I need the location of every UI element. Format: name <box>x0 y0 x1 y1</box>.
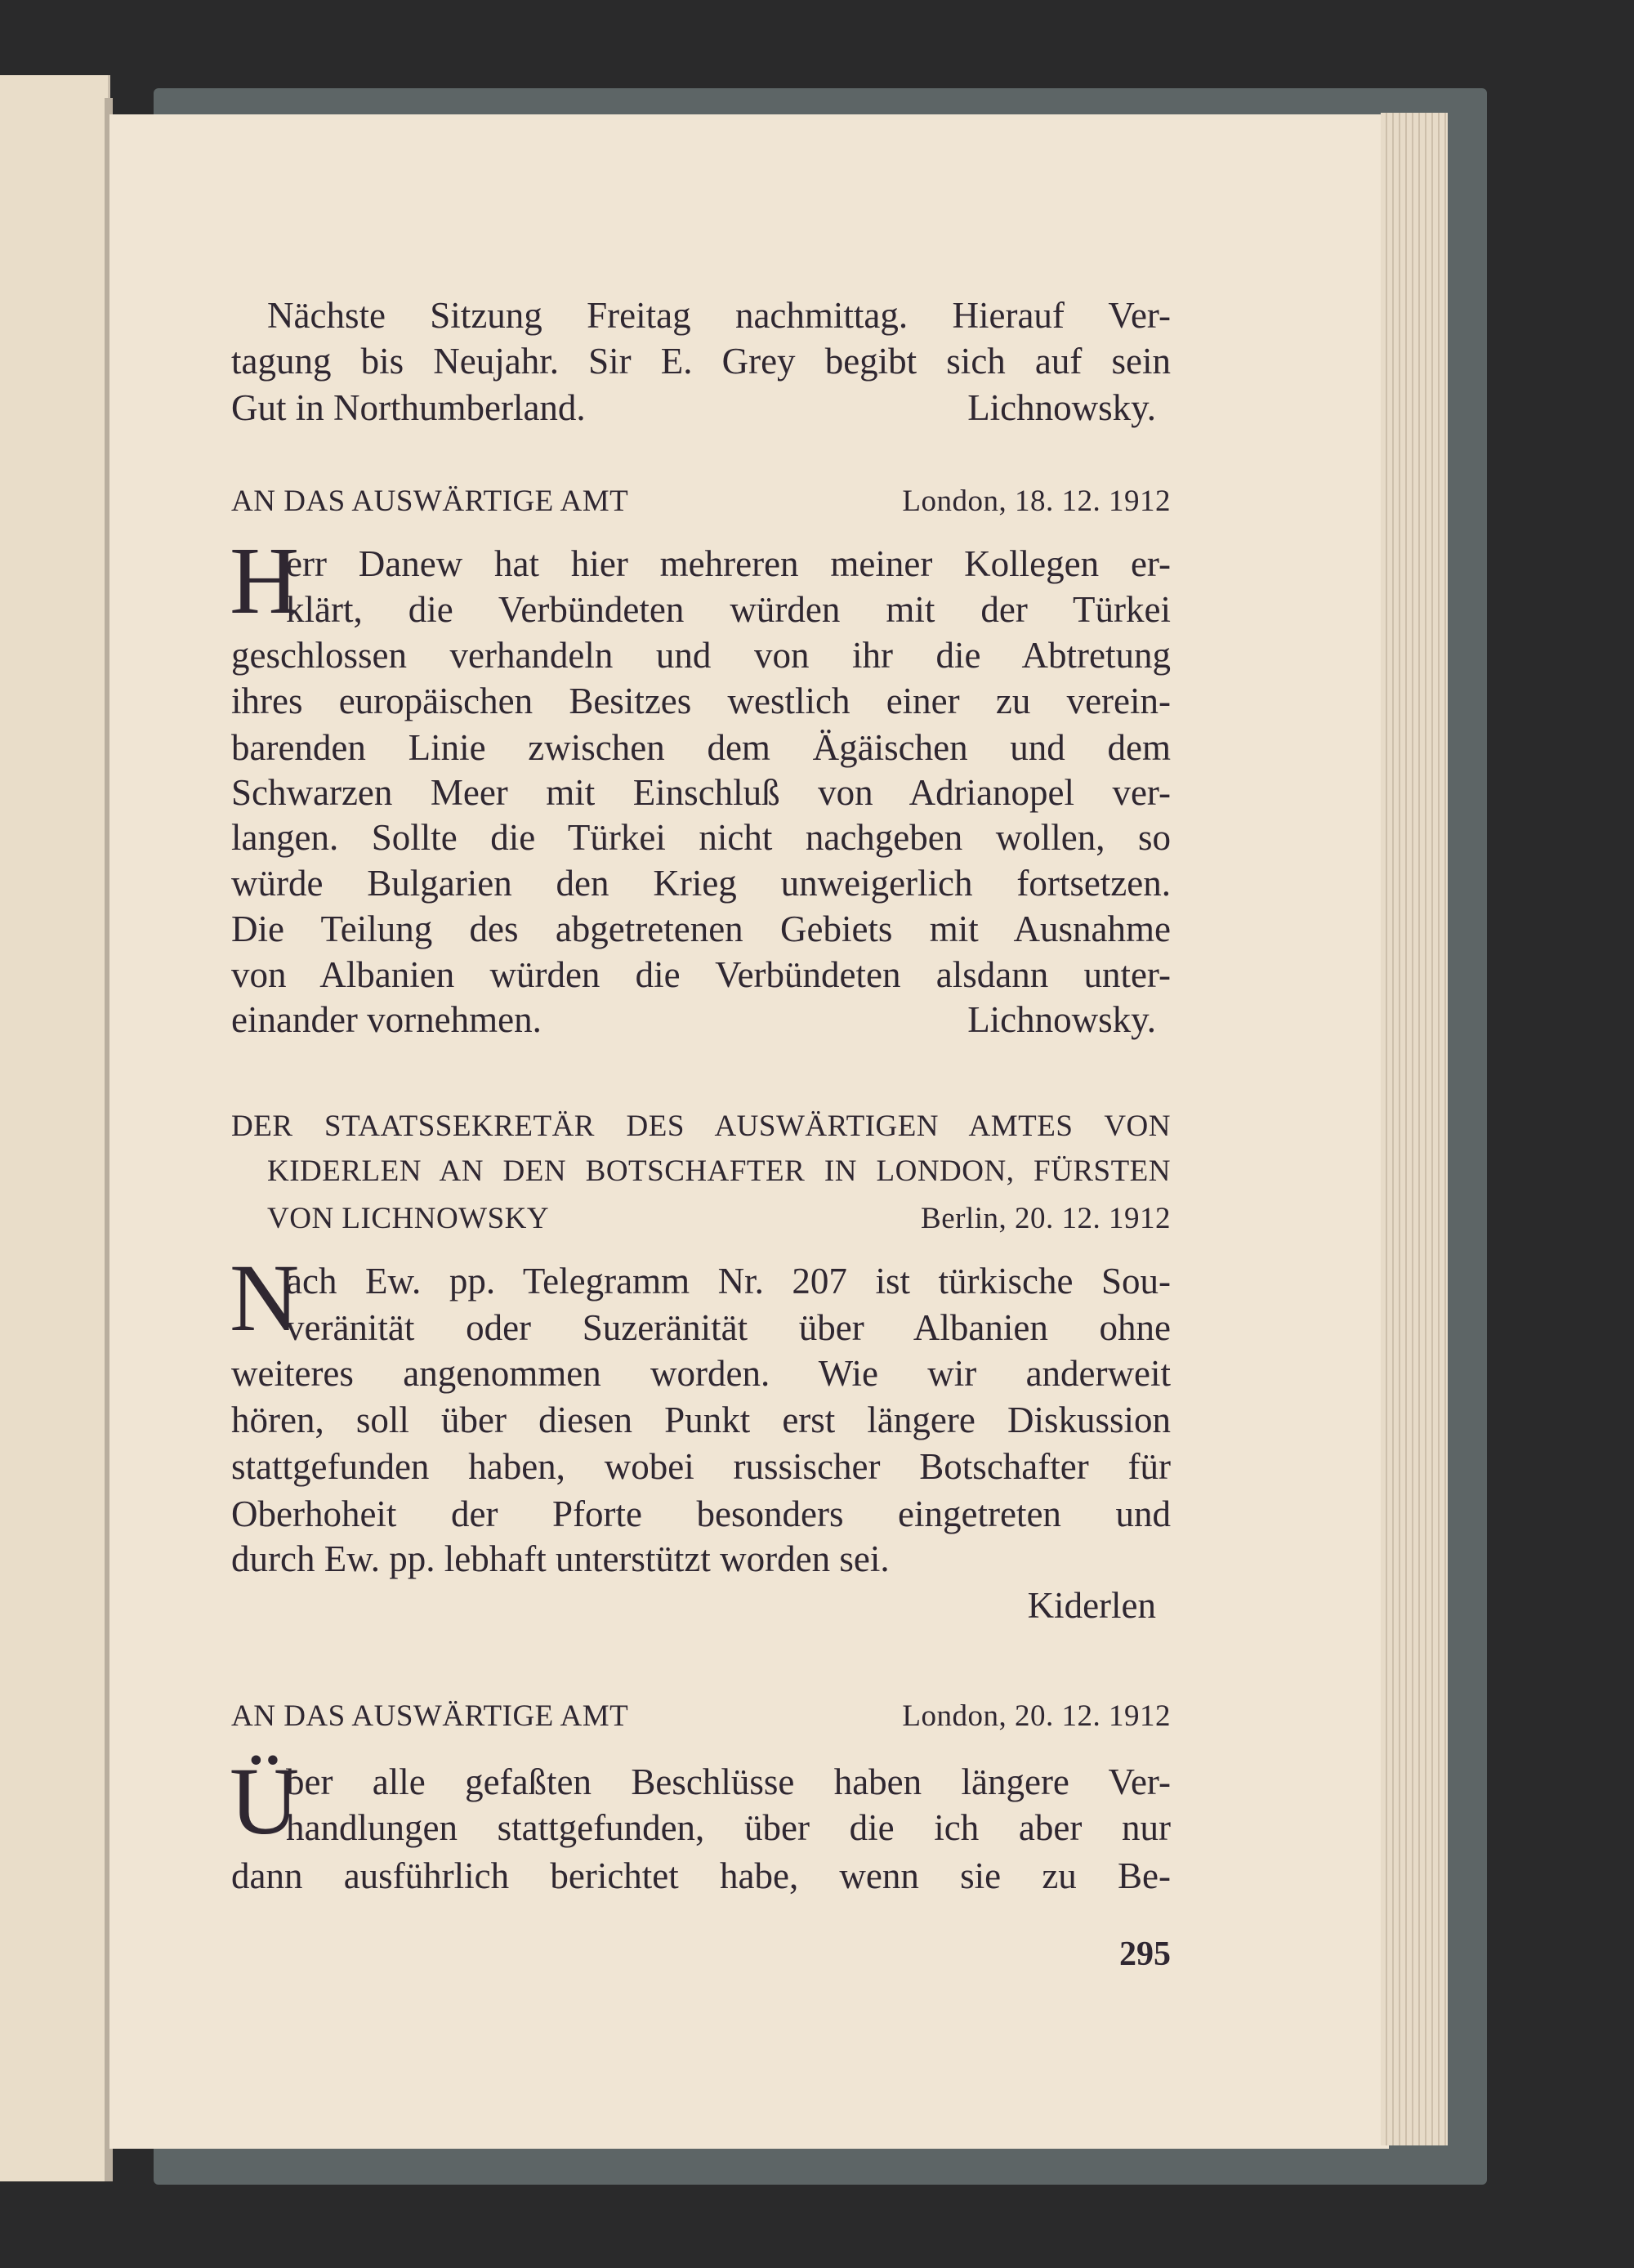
text-line: Nächste Sitzung Freitag nachmittag. Hierauf Ver- <box>267 295 1171 336</box>
text-line: barenden Linie zwischen dem Ägäischen und dem <box>231 727 1171 768</box>
drop-cap: H <box>230 527 300 634</box>
text-line: durch Ew. pp. lebhaft unterstützt worden sei. <box>231 1538 890 1579</box>
text-line: ach Ew. pp. Telegramm Nr. 207 ist türkische Sou- <box>286 1261 1171 1301</box>
letter-header <box>231 1694 1171 1739</box>
page-number: 295 <box>1119 1935 1171 1973</box>
text-line: tagung bis Neujahr. Sir E. Grey begibt sich auf sein <box>231 341 1171 382</box>
text-line: weiteres angenommen worden. Wie wir anderweit <box>231 1353 1171 1394</box>
text-line: veränität oder Suzeränität über Albanien ohne <box>286 1307 1171 1348</box>
text-line-end: Gut in Northumberland. <box>231 387 586 428</box>
text-line: langen. Sollte die Türkei nicht nachgeben wollen, so <box>231 817 1171 858</box>
text-line: Die Teilung des abgetretenen Gebiets mit Ausnahme <box>231 909 1171 949</box>
text-line: dann ausführlich berichtet habe, wenn sie zu Be- <box>231 1855 1171 1896</box>
text-line: stattgefunden haben, wobei russischer Botschafter für <box>231 1446 1171 1487</box>
text-line: würde Bulgarien den Krieg unweigerlich fortsetzen. <box>231 863 1171 904</box>
text-line <box>231 385 1171 431</box>
text-line: geschlossen verhandeln und von ihr die Abtretung <box>231 635 1171 676</box>
recipient: AN DAS AUSWÄRTIGE AMT <box>231 484 629 518</box>
text-line: ber alle gefaßten Beschlüsse haben längere Ver- <box>286 1761 1171 1802</box>
text-line: klärt, die Verbündeten würden mit der Türkei <box>286 589 1171 630</box>
text-line: Oberhoheit der Pforte besonders eingetreten und <box>231 1493 1171 1534</box>
text-line-end: einander vornehmen. <box>231 999 542 1040</box>
text-line: handlungen stattgefunden, über die ich aber nur <box>286 1807 1171 1848</box>
letter-header-line: KIDERLEN AN DEN BOTSCHAFTER IN LONDON, FÜRSTEN <box>267 1154 1171 1188</box>
place-date: Berlin, 20. 12. 1912 <box>921 1202 1171 1235</box>
text-line: von Albanien würden die Verbündeten alsdann unter- <box>231 954 1171 995</box>
place-date: London, 20. 12. 1912 <box>902 1699 1171 1733</box>
left-page <box>0 75 110 2181</box>
letter-header-line: DER STAATSSEKRETÄR DES AUSWÄRTIGEN AMTES VON <box>231 1109 1171 1143</box>
text-line: ihres europäischen Besitzes westlich einer zu verein- <box>231 681 1171 721</box>
text-line <box>231 997 1171 1042</box>
text-line: hören, soll über diesen Punkt erst längere Diskussion <box>231 1400 1171 1440</box>
drop-cap: N <box>230 1244 300 1351</box>
page-edges <box>1381 113 1448 2145</box>
letter-header-line <box>267 1196 1171 1242</box>
recipient: VON LICHNOWSKY <box>267 1202 550 1235</box>
drop-cap: Ü <box>230 1748 300 1855</box>
text-line: Schwarzen Meer mit Einschluß von Adrianopel ver- <box>231 772 1171 813</box>
recipient: AN DAS AUSWÄRTIGE AMT <box>231 1699 629 1733</box>
text-line: err Danew hat hier mehreren meiner Kollegen er- <box>286 543 1171 584</box>
signature: Kiderlen <box>1027 1585 1156 1626</box>
letter-header <box>231 479 1171 525</box>
place-date: London, 18. 12. 1912 <box>902 484 1171 518</box>
signature: Lichnowsky. <box>967 387 1156 428</box>
signature: Lichnowsky. <box>967 999 1156 1040</box>
